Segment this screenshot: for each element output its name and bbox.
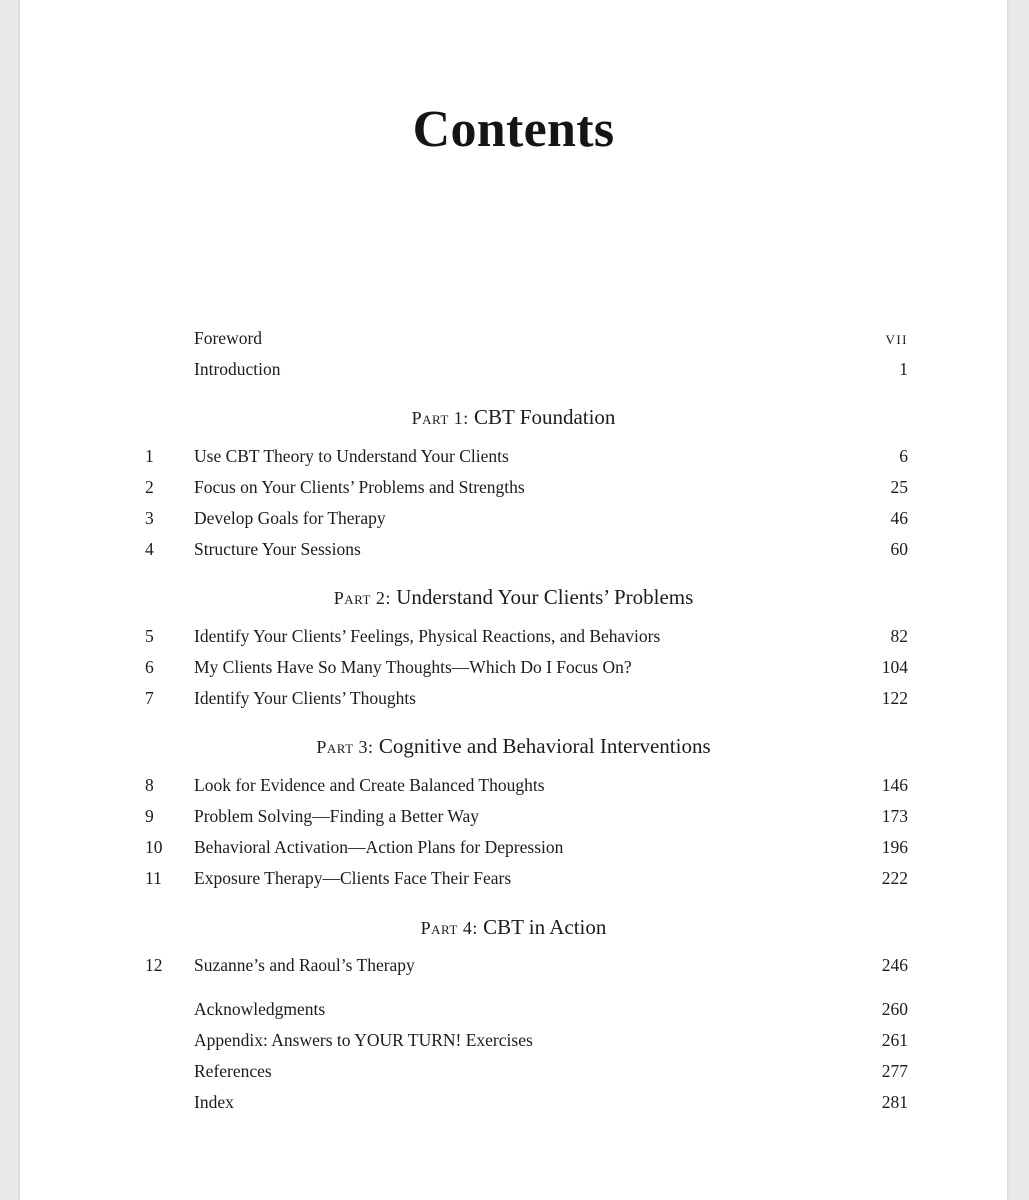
- chapter-title: Problem Solving—Finding a Better Way: [194, 806, 480, 826]
- chapter-title: Structure Your Sessions: [194, 539, 361, 559]
- chapter-number: 9: [145, 806, 154, 826]
- toc-entry-references[interactable]: [20, 1056, 1007, 1087]
- toc-chapter-7[interactable]: [20, 683, 1007, 714]
- toc-chapter-12[interactable]: [20, 950, 1007, 981]
- toc-chapter-8[interactable]: [20, 770, 1007, 801]
- toc-chapter-2[interactable]: [20, 472, 1007, 503]
- toc-entry-index[interactable]: [20, 1087, 1007, 1118]
- entry-label: Appendix: Answers to YOUR TURN! Exercises: [194, 1030, 533, 1050]
- chapter-title: Use CBT Theory to Understand Your Clients: [194, 446, 509, 466]
- chapter-page: 222: [881, 868, 908, 888]
- chapter-number: 12: [145, 955, 163, 975]
- toc-entry-foreword[interactable]: [20, 323, 1007, 354]
- toc-chapter-5[interactable]: [20, 621, 1007, 652]
- chapter-number: 5: [145, 626, 154, 646]
- chapter-title: Exposure Therapy—Clients Face Their Fears: [194, 868, 512, 888]
- entry-label: References: [194, 1061, 272, 1081]
- toc-chapter-6[interactable]: [20, 652, 1007, 683]
- part-heading-2: [20, 580, 1007, 614]
- part-label: Part 2:: [333, 588, 391, 608]
- part-label: Part 4:: [420, 918, 478, 938]
- entry-page: 1: [899, 359, 908, 379]
- chapter-page: 122: [881, 688, 908, 708]
- chapter-title: Develop Goals for Therapy: [194, 508, 386, 528]
- part-name: CBT in Action: [483, 915, 607, 939]
- toc-chapter-4[interactable]: [20, 534, 1007, 565]
- chapter-page: 46: [890, 508, 908, 528]
- entry-page: 281: [881, 1092, 908, 1112]
- entry-label: Introduction: [194, 359, 281, 379]
- part-label: Part 3:: [316, 737, 374, 757]
- chapter-number: 8: [145, 775, 154, 795]
- chapter-number: 4: [145, 539, 154, 559]
- part-name: CBT Foundation: [474, 405, 616, 429]
- chapter-page: 196: [881, 837, 908, 857]
- chapter-page: 146: [881, 775, 908, 795]
- chapter-title: Suzanne’s and Raoul’s Therapy: [194, 955, 415, 975]
- chapter-number: 6: [145, 657, 154, 677]
- chapter-title: My Clients Have So Many Thoughts—Which Do I Focus On?: [194, 657, 632, 677]
- chapter-page: 60: [890, 539, 908, 559]
- toc-entry-appendix[interactable]: [20, 1025, 1007, 1056]
- toc-entry-acknowledgments[interactable]: [20, 994, 1007, 1025]
- chapter-page: 173: [881, 806, 908, 826]
- chapter-number: 3: [145, 508, 154, 528]
- toc-chapter-9[interactable]: [20, 801, 1007, 832]
- part-heading-3: [20, 729, 1007, 763]
- part-label: Part 1:: [411, 408, 469, 428]
- part-heading-4: [20, 910, 1007, 944]
- chapter-page: 6: [899, 446, 908, 466]
- chapter-number: 10: [145, 837, 163, 857]
- toc-chapter-11[interactable]: [20, 863, 1007, 894]
- chapter-number: 1: [145, 446, 154, 466]
- part-heading-1: [20, 400, 1007, 434]
- chapter-title: Behavioral Activation—Action Plans for Depression: [194, 837, 564, 857]
- chapter-title: Identify Your Clients’ Thoughts: [194, 688, 416, 708]
- toc-chapter-1[interactable]: [20, 441, 1007, 472]
- part-name: Cognitive and Behavioral Interventions: [378, 734, 711, 758]
- document-page: [20, 0, 1007, 1200]
- entry-page: 260: [881, 999, 908, 1019]
- chapter-title: Identify Your Clients’ Feelings, Physical Reactions, and Behaviors: [194, 626, 661, 646]
- entry-label: Foreword: [194, 328, 263, 348]
- toc-chapter-10[interactable]: [20, 832, 1007, 863]
- toc-entry-introduction[interactable]: [20, 354, 1007, 385]
- chapter-title: Focus on Your Clients’ Problems and Strengths: [194, 477, 525, 497]
- entry-page: vii: [885, 328, 908, 348]
- entry-page: 277: [881, 1061, 908, 1081]
- chapter-number: 2: [145, 477, 154, 497]
- chapter-page: 246: [881, 955, 908, 975]
- entry-label: Acknowledgments: [194, 999, 326, 1019]
- entry-page: 261: [881, 1030, 908, 1050]
- toc-chapter-3[interactable]: [20, 503, 1007, 534]
- part-name: Understand Your Clients’ Problems: [396, 585, 694, 609]
- chapter-title: Look for Evidence and Create Balanced Thoughts: [194, 775, 545, 795]
- chapter-number: 7: [145, 688, 154, 708]
- entry-label: Index: [194, 1092, 234, 1112]
- chapter-page: 104: [881, 657, 908, 677]
- chapter-number: 11: [145, 868, 162, 888]
- chapter-page: 82: [890, 626, 908, 646]
- chapter-page: 25: [890, 477, 908, 497]
- page-title: Contents: [412, 101, 615, 158]
